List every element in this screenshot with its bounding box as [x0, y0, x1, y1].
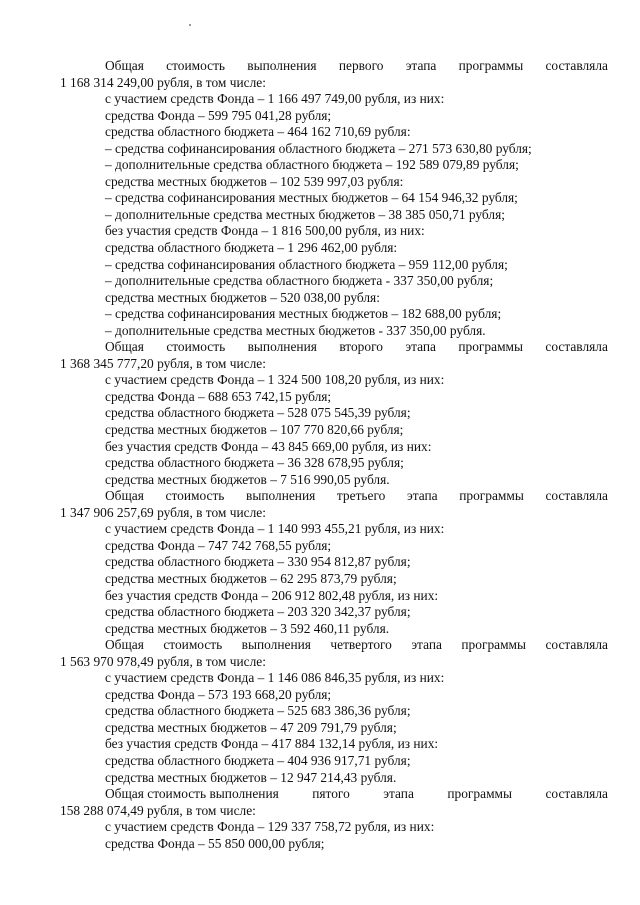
lead-word: этапа [405, 58, 437, 73]
lead-word: программы [447, 786, 513, 802]
lead-word: стоимость [165, 488, 225, 504]
lead-word: четвертого [330, 637, 392, 653]
stage-paragraph-lead [60, 339, 608, 356]
funding-line: – дополнительные средства областного бюджета - 337 350,00 рубля; [105, 273, 494, 289]
funding-line: без участия средств Фонда – 43 845 669,00 рубля, из них: [105, 438, 432, 454]
lead-word: первого [338, 58, 384, 73]
lead-word: составляла [545, 786, 608, 802]
lead-word: второго [339, 339, 383, 355]
funding-line: без участия средств Фонда – 417 884 132,14 рубля, из них: [105, 736, 439, 752]
lead-word: Общая [105, 488, 144, 504]
funding-line: с участием средств Фонда – 129 337 758,72 рубля, из них: [105, 819, 435, 835]
funding-line: без участия средств Фонда – 1 816 500,00 рубля, из них: [105, 223, 425, 239]
stage-total-line: 1 168 314 249,00 рубля, в том числе: [60, 74, 266, 90]
funding-line: – средства софинансирования местных бюджетов – 182 688,00 рубля; [105, 306, 502, 322]
lead-word: выполнения [247, 339, 317, 355]
funding-line: с участием средств Фонда – 1 140 993 455,21 рубля, из них: [105, 521, 445, 537]
funding-line: средства Фонда – 573 193 668,20 рубля; [105, 686, 332, 702]
lead-word: выполнения [241, 637, 311, 653]
lead-word: программы [461, 637, 527, 653]
funding-line: средства Фонда – 55 850 000,00 рубля; [105, 835, 325, 851]
funding-line: средства областного бюджета – 330 954 812,87 рубля; [105, 554, 411, 570]
funding-line: без участия средств Фонда – 206 912 802,48 рубля, из них: [105, 587, 439, 603]
funding-line: средства областного бюджета – 36 328 678,95 рубля; [105, 455, 404, 471]
stage-paragraph-lead [60, 58, 608, 75]
funding-line: средства областного бюджета – 203 320 342,37 рубля; [105, 604, 411, 620]
lead-word: составляла [545, 58, 608, 73]
lead-word: этапа [406, 488, 438, 504]
lead-word: составляла [545, 637, 608, 653]
lead-word: пятого [312, 786, 350, 802]
funding-line: средства местных бюджетов – 107 770 820,66 рубля; [105, 422, 404, 438]
lead-word: составляла [545, 339, 608, 355]
funding-line: с участием средств Фонда – 1 324 500 108,20 рубля, из них: [105, 372, 445, 388]
funding-line: – дополнительные средства местных бюджетов – 38 385 050,71 рубля; [105, 206, 505, 222]
stage-total-line: 1 563 970 978,49 рубля, в том числе: [60, 653, 266, 669]
stage-paragraph-lead [60, 786, 608, 803]
document-body [60, 58, 608, 852]
lead-word: программы [459, 488, 524, 504]
funding-line: с участием средств Фонда – 1 146 086 846,35 рубля, из них: [105, 670, 445, 686]
stage-paragraph-lead [60, 488, 608, 505]
lead-word: Общая стоимость выполнения [105, 786, 279, 802]
lead-word: выполнения [246, 488, 316, 504]
lead-word: программы [458, 339, 524, 355]
stage-paragraph-lead [60, 637, 608, 654]
funding-line: средства местных бюджетов – 7 516 990,05 рубля. [105, 471, 390, 487]
funding-line: средства местных бюджетов – 3 592 460,11 рубля. [105, 620, 390, 636]
lead-word: стоимость [166, 58, 226, 73]
funding-line: средства местных бюджетов – 102 539 997,03 рубля: [105, 173, 404, 189]
lead-word: этапа [411, 637, 442, 653]
lead-word: программы [458, 58, 524, 73]
lead-word: стоимость [166, 339, 226, 355]
funding-line: с участием средств Фонда – 1 166 497 749,00 рубля, из них: [105, 91, 445, 107]
scan-speck [189, 24, 191, 26]
funding-line: средства областного бюджета – 1 296 462,00 рубля: [105, 240, 398, 256]
lead-word: составляла [545, 488, 608, 504]
funding-line: средства местных бюджетов – 520 038,00 рубля: [105, 289, 380, 305]
funding-line: средства областного бюджета – 404 936 917,71 рубля; [105, 752, 411, 768]
stage-total-line: 1 347 906 257,69 рубля, в том числе: [60, 504, 266, 520]
lead-word: Общая [105, 637, 144, 653]
funding-line: средства Фонда – 688 653 742,15 рубля; [105, 388, 332, 404]
funding-line: средства местных бюджетов – 62 295 873,79 рубля; [105, 570, 397, 586]
lead-word: стоимость [163, 637, 223, 653]
funding-line: – средства софинансирования местных бюджетов – 64 154 946,32 рубля; [105, 190, 518, 206]
funding-line: средства областного бюджета – 525 683 386,36 рубля; [105, 703, 411, 719]
stage-total-line: 1 368 345 777,20 рубля, в том числе: [60, 355, 266, 371]
funding-line: – дополнительные средства местных бюджетов - 337 350,00 рубля. [105, 322, 486, 338]
lead-word: этапа [383, 786, 414, 802]
lead-word: этапа [405, 339, 436, 355]
funding-line: – дополнительные средства областного бюджета – 192 589 079,89 рубля; [105, 157, 519, 173]
funding-line: – средства софинансирования областного бюджета – 959 112,00 рубля; [105, 256, 508, 272]
funding-line: средства местных бюджетов – 12 947 214,43 рубля. [105, 769, 397, 785]
funding-line: средства Фонда – 747 742 768,55 рубля; [105, 537, 332, 553]
funding-line: – средства софинансирования областного бюджета – 271 573 630,80 рубля; [105, 140, 532, 156]
lead-word: третьего [336, 488, 386, 504]
funding-line: средства областного бюджета – 528 075 545,39 рубля; [105, 405, 411, 421]
funding-line: средства Фонда – 599 795 041,28 рубля; [105, 107, 332, 123]
stage-total-line: 158 288 074,49 рубля, в том числе: [60, 802, 256, 818]
lead-word: Общая [105, 58, 144, 73]
funding-line: средства областного бюджета – 464 162 710,69 рубля: [105, 124, 411, 140]
funding-line: средства местных бюджетов – 47 209 791,79 рубля; [105, 719, 397, 735]
lead-word: Общая [105, 339, 144, 355]
lead-word: выполнения [247, 58, 317, 73]
